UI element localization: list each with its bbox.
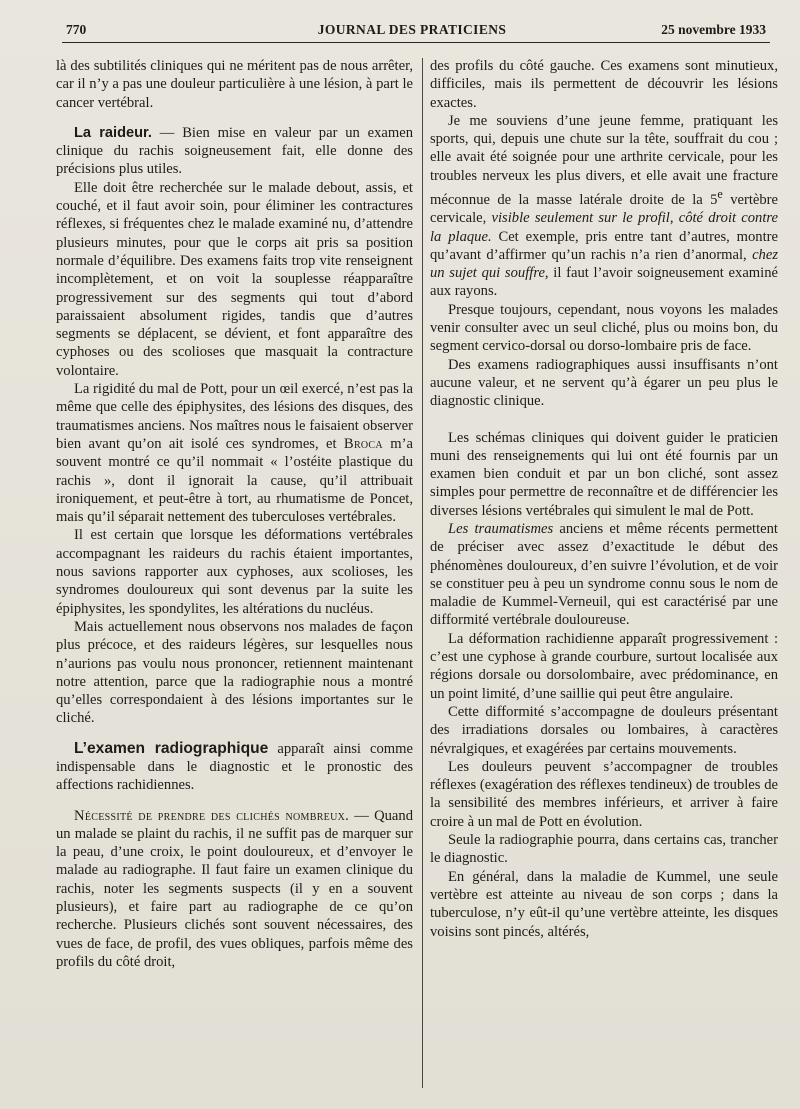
paragraph: Les douleurs peuvent s’accompagner de troubles réflexes (exagération des réflexes tendineux) de troubles de la sensibilité des membres inférieurs, et arriver à faire croire à un mal de Pott en évolution.	[430, 758, 778, 830]
paragraph: Elle doit être recherchée sur le malade debout, assis, et couché, et il faut avoir soin, pour éliminer les contractures réflexes, si fréquentes chez le malade examiné nu, d’attendre plusieurs minutes, pour que le corps ait pris sa position normale d’équilibre. Des examens faits trop vite renseignent incomplètement, et on voit la souplesse réapparaître progressivement sur des segments qui tout d’abord paraissaient absolument rigides, tandis que d’autres segments se déplacent, se dévient, et font apparaître des cyphoses ou des scolioses que masquait la contracture volontaire.	[56, 179, 413, 379]
paragraph: là des subtilités cliniques qui ne méritent pas de nous arrêter, car il n’y a pas une douleur particulière à une lésion, à part le cancer vertébral.	[56, 58, 413, 111]
paragraph: En général, dans la maladie de Kummel, une seule vertèbre est atteinte au niveau de son corps ; dans la tuberculose, n’y eût-il qu’une vertèbre atteinte, les disques voisins sont pincés, altérés,	[430, 868, 778, 940]
spacer	[430, 411, 778, 429]
section-examen	[56, 740, 413, 795]
text-run: vertèbre cervicale,	[430, 191, 778, 227]
paragraph: Seule la radiographie pourra, dans certains cas, trancher le diagnostic.	[430, 832, 778, 867]
section-heading: La raideur.	[74, 124, 152, 141]
text-run: m’a souvent montré ce qu’il nommait « l’ostéite plastique du rachis », dont il ignorait la cause, qu’il attribuait ironiquement, et peut-être à tort, au rhumatisme de Poncet, mais qu’il séparait nettement des tuberculoses vertébrales.	[56, 435, 413, 526]
paragraph-broca	[56, 380, 413, 526]
section-text: — Quand un malade se plaint du rachis, il ne suffit pas de marquer sur la peau, d’une croix, le point douloureux, et d’envoyer le malade au radiographe. Il faut faire un examen clinique du rachis, noter les segments suspects (il y en a souvent plusieurs), et faire part au radiographe de ce qu’on recherche. Plusieurs clichés sont souvent nécessaires, des vues de face, de profil, des vues obliques, parfois même des profils du côté droit,	[56, 807, 413, 970]
text-run: Cet exemple, pris entre tant d’autres, montre qu’avant d’affirmer qu’un rachis n’a rien d’anormal,	[430, 228, 778, 263]
journal-title: JOURNAL DES PRATICIENS	[317, 22, 507, 37]
paragraph-traumatismes	[430, 520, 778, 630]
text-run: Je me souviens d’une jeune femme, pratiquant les sports, qui, depuis une chute sur la tête, souffrait du cou ; elle avait été soignée pour une arthrite cervicale, pour les troubles nerveux les plus divers, et elle avait une fracture méconnue de la masse latérale droite de la 5	[430, 112, 778, 208]
paragraph: Mais actuellement nous observons nos malades de façon plus précoce, et des raideurs légères, sur lesquelles nous n’aurions pas voulu nous prononcer, retiennent maintenant notre attention, parce que la radiographie nous a montré qu’elles correspondaient à des lésions importantes sur le cliché.	[56, 618, 413, 727]
section-raideur	[56, 124, 413, 179]
header-rule	[62, 42, 770, 43]
paragraph: Les schémas cliniques qui doivent guider le praticien muni des renseignements qui lui ont été fournis par un examen bien conduit et par un bon cliché, sont assez simples pour permettre de reconnaître et de différencier les diverses lésions vertébrales qui simulent le mal de Pott.	[430, 429, 778, 519]
section-text: apparaît ainsi comme indispensable dans le diagnostic et le pronostic des affections rachidiennes.	[56, 740, 413, 794]
column-divider	[422, 58, 423, 1088]
text-run: La rigidité du mal de Pott, pour un œil exercé, n’est pas la même que celle des épiphysites, des lésions des disques, des traumatismes anciens. Nos maîtres nous le faisaient observer bien avant qu’on ait isolé ces syndromes, et	[56, 381, 413, 452]
emphasis: chez un sujet qui souffre,	[430, 246, 778, 282]
paragraph: des profils du côté gauche. Ces examens sont minutieux, difficiles, mais ils permettent de découvrir les lésions exactes.	[430, 58, 778, 111]
subsection-heading: Nécessité de prendre des clichés nombreux.	[74, 807, 350, 824]
author-name: Broca	[343, 435, 383, 452]
page-number: 770	[66, 22, 87, 37]
paragraph: La déformation rachidienne apparaît progressivement : c’est une cyphose à grande courbure, surtout localisée aux régions dorsale ou dorsolombaire, avec prédominance, en un point limité, d’une saillie qui peut être angulaire.	[430, 630, 778, 702]
section-necessite	[56, 807, 413, 972]
emphasis: Les traumatismes	[448, 520, 554, 537]
paragraph: Presque toujours, cependant, nous voyons les malades venir consulter avec un seul cliché, plus ou moins bon, du segment cervico-dorsal ou dorso-lombaire pris de face.	[430, 301, 778, 355]
paragraph-case	[430, 112, 778, 301]
right-column	[430, 57, 778, 941]
superscript: e	[717, 187, 723, 202]
left-column	[56, 57, 413, 971]
emphasis: visible seulement sur le profil, côté droit contre la plaque.	[430, 210, 779, 245]
paragraph: Des examens radiographiques aussi insuffisants n’ont aucune valeur, et ne servent qu’à égarer un peu plus le diagnostic clinique.	[430, 356, 778, 410]
text-run: anciens et même récents permettent de préciser avec assez d’exactitude le début des phénomènes douloureux, d’en suivre l’évolution, et de voir se constituer peu à peu un syndrome connu sous le nom de maladie de Kummel-Verneuil, qui est caractérisé par une difformité vertébrale douloureuse.	[430, 520, 778, 629]
section-heading: L’examen radiographique	[74, 739, 269, 757]
issue-date: 25 novembre 1933	[661, 22, 766, 37]
paragraph: Cette difformité s’accompagne de douleurs présentant des irradiations dorsales ou lombaires, à caractères névralgiques, et exagérées par certains mouvements.	[430, 703, 778, 757]
paragraph: Il est certain que lorsque les déformations vertébrales accompagnant les raideurs du rachis étaient importantes, nous savions rapporter aux cyphoses, aux scolioses, les syndromes douloureux qui sont devenus par la suite les épiphysites, les spondylites, les altérations du nucléus.	[56, 527, 413, 617]
section-text: — Bien mise en valeur par un examen clinique du rachis soigneusement fait, elle donne des précisions plus utiles.	[56, 124, 414, 178]
text-run: il faut l’avoir soigneusement examiné aux rayons.	[430, 265, 778, 300]
running-header	[58, 22, 766, 38]
